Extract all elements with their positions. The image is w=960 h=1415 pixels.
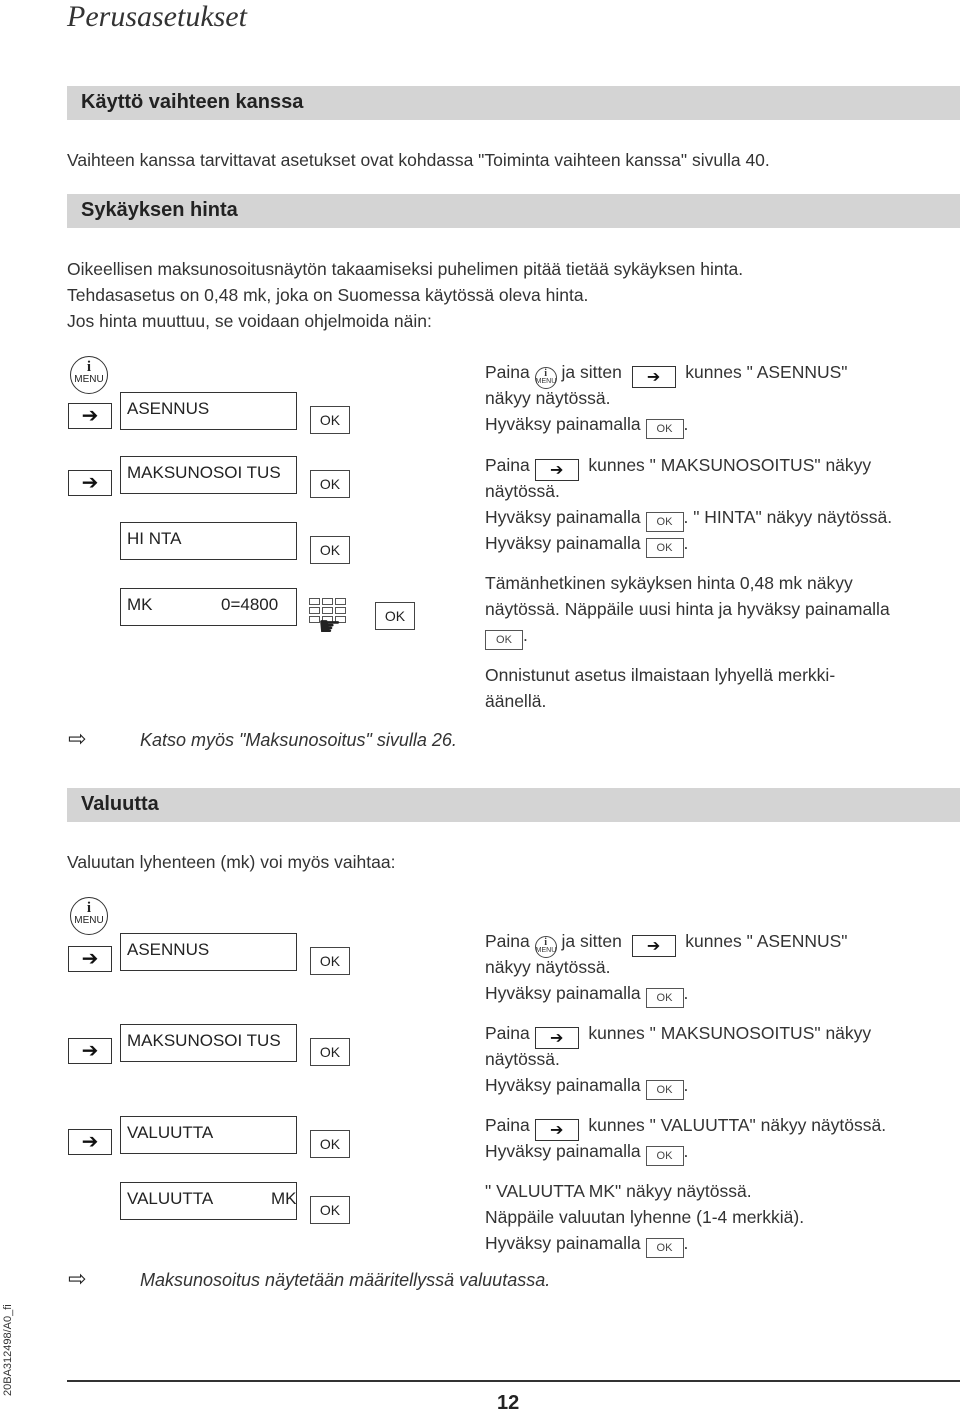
ok-key-icon: OK xyxy=(310,947,350,975)
ok-key-icon: OK xyxy=(646,512,684,532)
instruction-step: näkyy näytössä. xyxy=(485,388,611,408)
ok-key-icon: OK xyxy=(375,602,415,630)
footer-rule xyxy=(67,1380,960,1382)
display-currency-value: MK xyxy=(271,1189,297,1208)
instruction-step: Näppäile valuutan lyhenne (1-4 merkkiä). xyxy=(485,1207,805,1227)
menu-icon-label: MENU xyxy=(74,374,104,385)
arrow-key-icon: ➔ xyxy=(68,1038,112,1064)
arrow-key-icon: ➔ xyxy=(68,1129,112,1155)
display-mk-value: 0=4800 xyxy=(221,595,279,614)
display-hinta xyxy=(120,522,297,560)
ok-key-icon: OK xyxy=(310,406,350,434)
note-text: Katso myös "Maksunosoitus" sivulla 26. xyxy=(140,730,457,750)
display-text: ASENNUS xyxy=(127,399,210,418)
instruction-step: OK . xyxy=(485,622,528,650)
ok-key-icon: OK xyxy=(646,538,684,558)
arrow-key-icon: ➔ xyxy=(535,1119,579,1141)
document-code: 20BA312498/A0_fi xyxy=(2,1304,14,1396)
instruction-step: " VALUUTTA MK" näkyy näytössä. xyxy=(485,1181,752,1201)
section-heading-kaytto xyxy=(67,86,960,120)
menu-icon: i MENU xyxy=(70,897,108,935)
instruction-step: Hyväksy painamalla OK . xyxy=(485,1230,688,1258)
section-heading-text: Käyttö vaihteen kanssa xyxy=(81,91,304,113)
display-valuutta xyxy=(120,1116,297,1154)
section1-text: Vaihteen kanssa tarvittavat asetukset ovat kohdassa "Toiminta vaihteen kanssa" sivulla 40. xyxy=(67,150,770,170)
section3-text: Valuutan lyhenteen (mk) voi myös vaihtaa: xyxy=(67,852,396,872)
display-text: HI NTA xyxy=(127,529,182,548)
page-title: Perusasetukset xyxy=(67,0,247,33)
ok-key-icon: OK xyxy=(310,470,350,498)
menu-icon: i MENU xyxy=(535,936,557,958)
instruction-step: Paina i MENU ja sitten ➔ kunnes " ASENNUS" xyxy=(485,928,848,958)
menu-icon-label: MENU xyxy=(74,915,104,926)
ok-key-icon: OK xyxy=(310,1038,350,1066)
display-text: VALUUTTA xyxy=(127,1189,214,1208)
ok-key-icon: OK xyxy=(646,1238,684,1258)
display-text: MAKSUNOSOI TUS xyxy=(127,463,281,482)
menu-icon: i MENU xyxy=(70,356,108,394)
section-heading-text: Sykäyksen hinta xyxy=(81,199,238,221)
instruction-step: Paina i MENU ja sitten ➔ kunnes " ASENNUS" xyxy=(485,359,848,389)
paragraph-line: Oikeellisen maksunosoitusnäytön takaamiseksi puhelimen pitää tietää sykäyksen hinta. xyxy=(67,259,744,279)
note-pointer-icon: ⇨ xyxy=(68,727,87,752)
instruction-step: näytössä. Näppäile uusi hinta ja hyväksy painamalla xyxy=(485,599,890,619)
display-asennus xyxy=(120,392,297,430)
display-text: VALUUTTA xyxy=(127,1123,214,1142)
display-text: MK xyxy=(127,595,153,614)
instruction-step: Hyväksy painamalla OK . xyxy=(485,411,688,439)
instruction-step: näytössä. xyxy=(485,1049,560,1069)
paragraph-line: Tehdasasetus on 0,48 mk, joka on Suomessa käytössä oleva hinta. xyxy=(67,285,589,305)
paragraph-line: Jos hinta muuttuu, se voidaan ohjelmoida näin: xyxy=(67,311,432,331)
instruction-step: Paina ➔ kunnes " VALUUTTA" näkyy näytössä. xyxy=(485,1115,887,1139)
ok-key-icon: OK xyxy=(310,1130,350,1158)
page-number: 12 xyxy=(497,1392,520,1414)
menu-icon: i MENU xyxy=(535,367,557,389)
display-text: MAKSUNOSOI TUS xyxy=(127,1031,281,1050)
arrow-key-icon: ➔ xyxy=(632,366,676,388)
instruction-step: Paina ➔ kunnes " MAKSUNOSOITUS" näkyy xyxy=(485,1023,872,1047)
section-heading-text: Valuutta xyxy=(81,793,159,815)
instruction-step: Paina ➔ kunnes " MAKSUNOSOITUS" näkyy xyxy=(485,455,872,479)
note-pointer-icon: ⇨ xyxy=(68,1267,87,1292)
instruction-step: Hyväksy painamalla OK . xyxy=(485,530,688,558)
display-mk xyxy=(120,588,297,626)
instruction-step: näkyy näytössä. xyxy=(485,957,611,977)
instruction-step: Hyväksy painamalla OK . xyxy=(485,980,688,1008)
ok-key-icon: OK xyxy=(485,630,523,650)
arrow-key-icon: ➔ xyxy=(535,459,579,481)
instruction-step: Hyväksy painamalla OK . xyxy=(485,1072,688,1100)
arrow-key-icon: ➔ xyxy=(68,403,112,429)
display-maksunosoitus xyxy=(120,1024,297,1062)
ok-key-icon: OK xyxy=(646,988,684,1008)
ok-key-icon: OK xyxy=(646,1146,684,1166)
instruction-step: äänellä. xyxy=(485,691,547,711)
instruction-step: näytössä. xyxy=(485,481,560,501)
section-heading-sykays xyxy=(67,194,960,228)
arrow-key-icon: ➔ xyxy=(68,470,112,496)
instruction-step: Hyväksy painamalla OK . xyxy=(485,1138,688,1166)
display-asennus xyxy=(120,933,297,971)
display-valuutta-mk xyxy=(120,1182,297,1220)
arrow-key-icon: ➔ xyxy=(632,935,676,957)
note-text: Maksunosoitus näytetään määritellyssä valuutassa. xyxy=(140,1270,551,1290)
ok-key-icon: OK xyxy=(646,1080,684,1100)
ok-key-icon: OK xyxy=(310,536,350,564)
hand-pointer-icon: ☛ xyxy=(318,612,342,642)
display-text: ASENNUS xyxy=(127,940,210,959)
ok-key-icon: OK xyxy=(310,1196,350,1224)
instruction-step: Onnistunut asetus ilmaistaan lyhyellä merkki- xyxy=(485,665,836,685)
instruction-step: Hyväksy painamalla OK . " HINTA" näkyy näytössä. xyxy=(485,504,892,532)
arrow-key-icon: ➔ xyxy=(535,1027,579,1049)
display-maksunosoitus xyxy=(120,456,297,494)
instruction-step: Tämänhetkinen sykäyksen hinta 0,48 mk näkyy xyxy=(485,573,853,593)
ok-key-icon: OK xyxy=(646,419,684,439)
section-heading-valuutta xyxy=(67,788,960,822)
arrow-key-icon: ➔ xyxy=(68,946,112,972)
